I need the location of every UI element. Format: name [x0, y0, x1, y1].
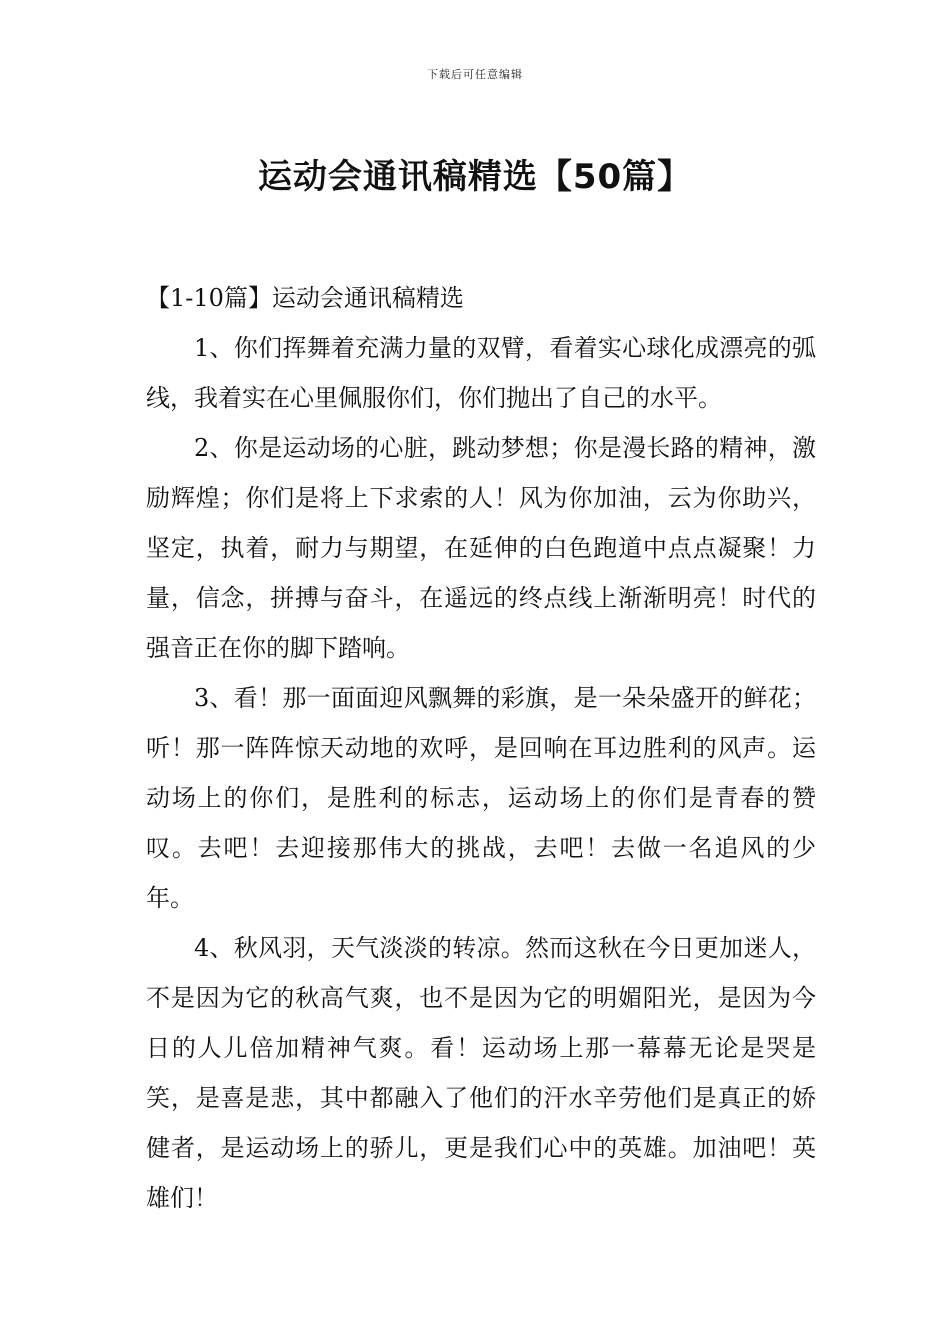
document-title: 运动会通讯稿精选【50篇】	[257, 156, 693, 197]
paragraph-4: 4、秋风羽，天气淡淡的转凉。然而这秋在今日更加迷人，不是因为它的秋高气爽，也不是因为它的明媚阳光，是因为今日的人儿倍加精神气爽。看！运动场上那一幕幕无论是哭是笑，是喜是悲，其中都融入了他们的汗水辛劳他们是真正的娇健者，是运动场上的骄儿，更是我们心中的英雄。加油吧！英雄们！	[146, 934, 816, 1212]
paragraph-1: 1、你们挥舞着充满力量的双臂，看着实心球化成漂亮的弧线，我着实在心里佩服你们，你们抛出了自己的水平。	[146, 334, 816, 412]
section-heading: 【1-10篇】运动会通讯稿精选	[146, 284, 464, 312]
header-note: 下载后可任意编辑	[427, 68, 523, 81]
document-body	[146, 273, 816, 1223]
paragraph-2: 2、你是运动场的心脏，跳动梦想；你是漫长路的精神，激励辉煌；你们是将上下求索的人！风为你加油，云为你助兴，坚定，执着，耐力与期望，在延伸的白色跑道中点点凝聚！力量，信念，拼搏与奋斗，在遥远的终点线上渐渐明亮！时代的强音正在你的脚下踏响。	[146, 434, 816, 662]
paragraph-3: 3、看！那一面面迎风飘舞的彩旗，是一朵朵盛开的鲜花；听！那一阵阵惊天动地的欢呼，是回响在耳边胜利的风声。运动场上的你们，是胜利的标志，运动场上的你们是青春的赞叹。去吧！去迎接那伟大的挑战，去吧！去做一名追风的少年。	[146, 684, 816, 912]
